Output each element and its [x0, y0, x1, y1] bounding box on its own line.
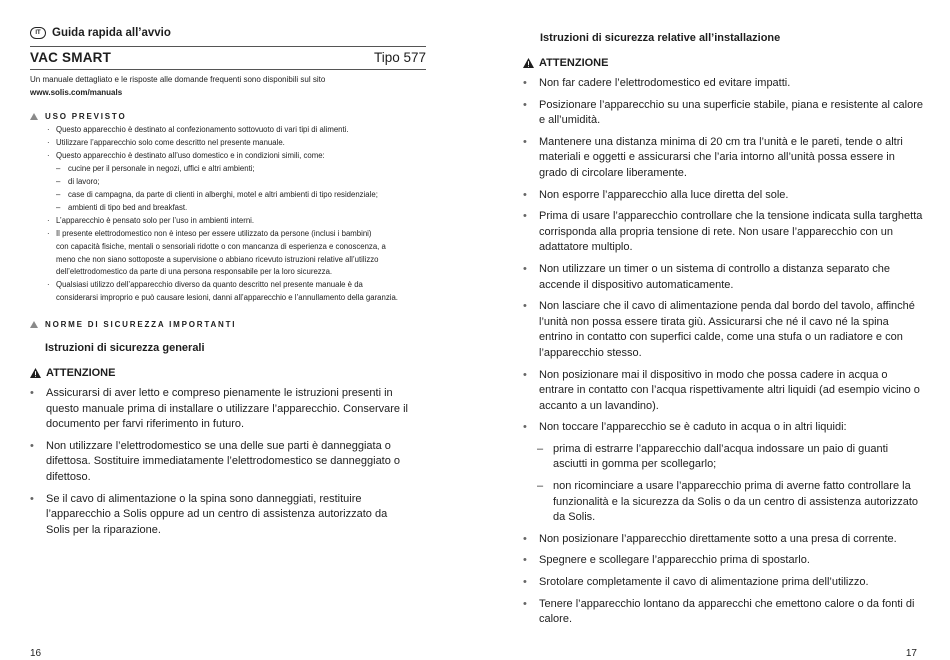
uso-previsto-list: [47, 124, 432, 305]
list-item: – case di campagna, da parte di clienti in alberghi, motel e altri ambienti di tipo residenziale;: [47, 189, 432, 202]
list-item: • Non utilizzare l’elettrodomestico se una delle sue parti è danneggiata o difettosa. Sostituire immediatamente l’elettrodomestico se danneggiato o difettoso.: [30, 439, 410, 486]
list-item: dell’elettrodomestico da parte di una persona responsabile per la loro sicurezza.: [56, 267, 333, 277]
list-item: • Srotolare completamente il cavo di alimentazione prima dell’utilizzo.: [523, 575, 923, 591]
page-number: 17: [905, 648, 917, 659]
list-item: · Qualsiasi utilizzo dell’apparecchio diverso da quanto descritto nel presente manuale è da: [47, 279, 432, 292]
list-item: • Spegnere e scollegare l’apparecchio prima di spostarlo.: [523, 553, 923, 569]
installation-safety-title: Istruzioni di sicurezza relative all’installazione: [540, 32, 781, 44]
list-item: • Assicurarsi di aver letto e compreso pienamente le istruzioni presenti in questo manuale prima di installare o utilizzare l’apparecchio. Conservare il documento per farvi riferimento in futuro.: [30, 386, 410, 433]
warning-heading: [523, 57, 608, 69]
list-item: – prima di estrarre l’apparecchio dall’acqua indossare un paio di guanti asciutti in gomma per scollegarlo;: [523, 442, 923, 473]
list-item: • Non far cadere l’elettrodomestico ed evitare impatti.: [523, 76, 923, 92]
general-safety-list: [30, 386, 410, 538]
warning-label: ATTENZIONE: [539, 57, 609, 69]
list-item: · Questo apparecchio è destinato al confezionamento sottovuoto di vari tipi di alimenti.: [47, 124, 432, 137]
list-item: · Utilizzare l’apparecchio solo come descritto nel presente manuale.: [47, 137, 432, 150]
section-triangle-icon: [30, 113, 38, 120]
list-item: – ambienti di tipo bed and breakfast.: [47, 202, 432, 215]
product-title-row: [30, 46, 426, 70]
section-title: USO PREVISTO: [45, 112, 127, 121]
list-item: meno che non siano sottoposte a supervisione o abbiano ricevuto istruzioni relative all’utilizzo: [56, 254, 379, 264]
warning-label: ATTENZIONE: [46, 367, 116, 379]
product-name: VAC SMART: [30, 50, 112, 65]
list-item: · L’apparecchio è pensato solo per l’uso in ambienti interni.: [47, 215, 432, 228]
manuals-link[interactable]: www.solis.com/manuals: [30, 88, 123, 97]
guide-title: Guida rapida all’avvio: [52, 27, 171, 39]
list-item: • Posizionare l’apparecchio su una superficie stabile, piana e resistente al calore e all’umidità.: [523, 98, 923, 129]
list-item: • Non posizionare mai il dispositivo in modo che possa cadere in acqua o entrare in contatto con l’acqua rispettivamente altri liquidi (ad esempio vicino o accanto a un lavandino).: [523, 368, 923, 415]
list-item: · Questo apparecchio è destinato all’uso domestico e in condizioni simili, come:: [47, 150, 432, 163]
product-model: Tipo 577: [373, 50, 426, 65]
list-item: • Se il cavo di alimentazione o la spina sono danneggiati, restituire l’apparecchio a Solis oppure ad un centro di assistenza autorizzato da Solis per la riparazione.: [30, 492, 410, 539]
list-item: • Non utilizzare un timer o un sistema di controllo a distanza separato che accende il dispositivo automaticamente.: [523, 262, 923, 293]
section-norme-sicurezza: [30, 320, 236, 329]
section-triangle-icon: [30, 321, 38, 328]
section-uso-previsto: [30, 112, 126, 121]
warning-icon: [523, 58, 534, 68]
intro-text: [30, 73, 426, 99]
right-page: [475, 0, 950, 660]
guide-header: [30, 27, 171, 39]
intro-sentence: Un manuale dettagliato e le risposte alle domande frequenti sono disponibili sul sito: [30, 75, 326, 84]
list-item: considerarsi improprio e può causare lesioni, danni all’apparecchio e l’annullamento della garanzia.: [56, 293, 398, 303]
page-number: 16: [30, 648, 42, 659]
list-item: • Non toccare l’apparecchio se è caduto in acqua o in altri liquidi:: [523, 420, 923, 436]
warning-icon: [30, 368, 41, 378]
list-item: • Non lasciare che il cavo di alimentazione penda dal bordo del tavolo, affinché l’unità non possa essere tirata giù. Assicurarsi che né il cavo né la spina entrino in contatto con superfici calde, come una stufa o un radiatore e con l’apparecchio stesso.: [523, 299, 923, 361]
list-item: con capacità fisiche, mentali o sensoriali ridotte o con mancanza di esperienza e conoscenza, a: [56, 241, 386, 251]
language-badge: IT: [30, 27, 46, 39]
list-item: • Prima di usare l’apparecchio controllare che la tensione indicata sulla targhetta corrisponda alla propria tensione di rete. Non usare l’apparecchio con un adattatore multiplo.: [523, 209, 923, 256]
general-safety-title: Istruzioni di sicurezza generali: [45, 342, 205, 354]
list-item: • Tenere l’apparecchio lontano da apparecchi che emettono calore o da fonti di calore.: [523, 597, 923, 628]
list-item: – di lavoro;: [47, 176, 432, 189]
list-item: · Il presente elettrodomestico non è inteso per essere utilizzato da persone (inclusi i bambini): [47, 228, 432, 241]
list-item: – cucine per il personale in negozi, uffici e altri ambienti;: [47, 163, 432, 176]
list-item: • Non esporre l’apparecchio alla luce diretta del sole.: [523, 188, 923, 204]
warning-heading: [30, 367, 115, 379]
section-title: NORME DI SICUREZZA IMPORTANTI: [45, 320, 237, 329]
installation-safety-list: [523, 76, 923, 628]
list-item: – non ricominciare a usare l’apparecchio prima di averne fatto controllare la funzionalità e la sicurezza da Solis o da un centro di assistenza autorizzato da Solis.: [523, 479, 923, 526]
list-item: • Mantenere una distanza minima di 20 cm tra l’unità e le pareti, tende o altri materiali e oggetti e assicurarsi che l’aria intorno all’unità possa essere in grado di circolare liberamente.: [523, 135, 923, 182]
list-item: • Non posizionare l’apparecchio direttamente sotto a una presa di corrente.: [523, 532, 923, 548]
